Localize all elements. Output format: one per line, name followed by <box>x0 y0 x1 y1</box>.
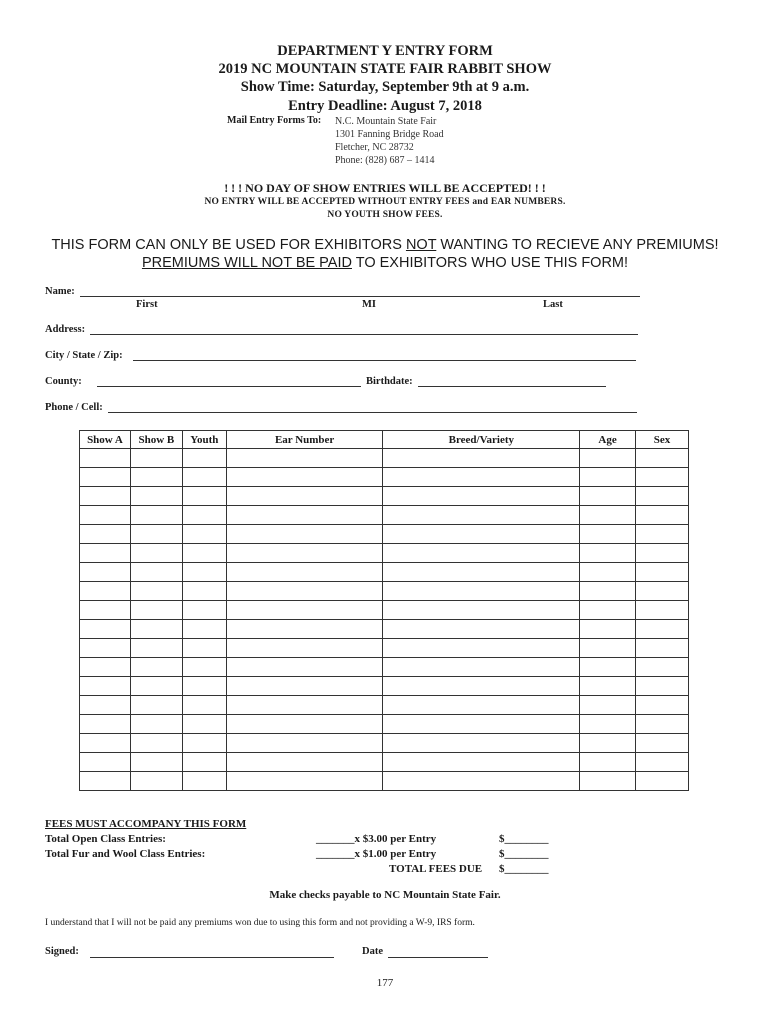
header-age: Age <box>580 431 636 449</box>
fees-heading: FEES MUST ACCOMPANY THIS FORM <box>45 818 247 830</box>
mail-city: Fletcher, NC 28732 <box>335 142 414 153</box>
page-number: 177 <box>376 977 394 989</box>
entry-cell[interactable] <box>182 582 226 601</box>
notice-not: NOT <box>405 237 437 253</box>
entry-cell[interactable] <box>130 544 182 563</box>
entry-cell[interactable] <box>636 715 689 734</box>
table-row <box>80 658 689 677</box>
mail-phone: Phone: (828) 687 – 1414 <box>335 155 435 166</box>
birthdate-label: Birthdate: <box>366 376 413 387</box>
entry-cell[interactable] <box>130 468 182 487</box>
table-row <box>80 639 689 658</box>
entry-cell[interactable] <box>383 563 580 582</box>
entry-cell[interactable] <box>636 544 689 563</box>
entry-cell[interactable] <box>182 677 226 696</box>
entry-cell[interactable] <box>80 487 131 506</box>
entry-cell[interactable] <box>80 468 131 487</box>
entry-cell[interactable] <box>636 734 689 753</box>
total-fees-amount[interactable]: $________ <box>499 863 549 875</box>
phone-field[interactable] <box>108 412 637 413</box>
notice-text-b: WANTING TO RECIEVE ANY PREMIUMS! <box>436 237 719 253</box>
entry-cell[interactable] <box>226 772 383 791</box>
entry-cell[interactable] <box>80 715 131 734</box>
table-row <box>80 753 689 772</box>
entry-cell[interactable] <box>383 525 580 544</box>
entry-cell[interactable] <box>636 620 689 639</box>
entry-cell[interactable] <box>80 525 131 544</box>
entry-cell[interactable] <box>226 658 383 677</box>
entry-cell[interactable] <box>182 487 226 506</box>
entry-cell[interactable] <box>226 753 383 772</box>
date-field[interactable] <box>388 957 488 958</box>
entry-cell[interactable] <box>130 582 182 601</box>
entry-cell[interactable] <box>80 696 131 715</box>
entry-cell[interactable] <box>130 601 182 620</box>
entry-cell[interactable] <box>383 677 580 696</box>
entry-cell[interactable] <box>130 772 182 791</box>
entry-cell[interactable] <box>636 563 689 582</box>
entry-cell[interactable] <box>383 487 580 506</box>
entry-cell[interactable] <box>383 772 580 791</box>
checks-payable: Make checks payable to NC Mountain State Fair. <box>269 889 501 901</box>
notice-premiums: PREMIUMS WILL NOT BE PAID <box>141 255 352 271</box>
entry-cell[interactable] <box>130 639 182 658</box>
entry-cell[interactable] <box>226 677 383 696</box>
entry-cell[interactable] <box>80 639 131 658</box>
entry-cell[interactable] <box>636 677 689 696</box>
entry-cell[interactable] <box>383 449 580 468</box>
entry-cell[interactable] <box>636 506 689 525</box>
entry-cell[interactable] <box>80 620 131 639</box>
entry-cell[interactable] <box>636 639 689 658</box>
entry-cell[interactable] <box>580 734 636 753</box>
entry-cell[interactable] <box>182 639 226 658</box>
entry-cell[interactable] <box>226 620 383 639</box>
entry-cell[interactable] <box>130 525 182 544</box>
entry-cell[interactable] <box>383 639 580 658</box>
entry-cell[interactable] <box>226 715 383 734</box>
city-state-zip-label: City / State / Zip: <box>45 350 123 361</box>
entry-cell[interactable] <box>580 715 636 734</box>
entry-cell[interactable] <box>383 696 580 715</box>
entry-cell[interactable] <box>226 696 383 715</box>
entry-cell[interactable] <box>226 582 383 601</box>
entry-cell[interactable] <box>383 582 580 601</box>
entry-cell[interactable] <box>130 563 182 582</box>
middle-initial-label: MI <box>362 299 376 310</box>
table-row <box>80 487 689 506</box>
open-class-amount[interactable]: $________ <box>499 833 549 845</box>
open-class-label: Total Open Class Entries: <box>45 833 166 845</box>
entry-cell[interactable] <box>383 734 580 753</box>
entry-cell[interactable] <box>636 468 689 487</box>
entry-cell[interactable] <box>80 563 131 582</box>
no-youth-fees: NO YOUTH SHOW FEES. <box>327 210 443 220</box>
first-name-label: First <box>136 299 158 310</box>
entry-cell[interactable] <box>80 772 131 791</box>
entry-cell[interactable] <box>80 544 131 563</box>
entry-cell[interactable] <box>80 506 131 525</box>
entry-cell[interactable] <box>580 563 636 582</box>
entry-cell[interactable] <box>580 506 636 525</box>
table-row <box>80 563 689 582</box>
entry-cell[interactable] <box>182 468 226 487</box>
fees-amounts <box>499 832 549 877</box>
entry-cell[interactable] <box>383 506 580 525</box>
notice-line-1 <box>0 236 770 254</box>
entry-cell[interactable] <box>182 734 226 753</box>
city-state-zip-field[interactable] <box>133 360 636 361</box>
signed-label: Signed: <box>45 946 79 957</box>
entry-cell[interactable] <box>636 696 689 715</box>
entry-cell[interactable] <box>182 506 226 525</box>
entry-cell[interactable] <box>226 734 383 753</box>
entry-cell[interactable] <box>580 753 636 772</box>
entry-cell[interactable] <box>580 487 636 506</box>
notice-line-2 <box>0 254 770 272</box>
entry-cell[interactable] <box>182 696 226 715</box>
county-field[interactable] <box>97 386 361 387</box>
entry-cell[interactable] <box>130 753 182 772</box>
mail-street: 1301 Fanning Bridge Road <box>335 129 444 140</box>
entry-cell[interactable] <box>182 753 226 772</box>
header-ear-number: Ear Number <box>226 431 383 449</box>
mail-name: N.C. Mountain State Fair <box>335 116 437 127</box>
entry-cell[interactable] <box>80 601 131 620</box>
entry-cell[interactable] <box>226 449 383 468</box>
entry-cell[interactable] <box>130 658 182 677</box>
table-row <box>80 715 689 734</box>
notice-text-c: TO EXHIBITORS WHO USE THIS FORM! <box>351 255 629 271</box>
table-row <box>80 582 689 601</box>
entry-cell[interactable] <box>130 734 182 753</box>
entry-cell[interactable] <box>636 449 689 468</box>
entry-cell[interactable] <box>130 449 182 468</box>
entry-cell[interactable] <box>182 544 226 563</box>
entry-cell[interactable] <box>182 449 226 468</box>
header-breed-variety: Breed/Variety <box>383 431 580 449</box>
no-day-of-warning: ! ! ! NO DAY OF SHOW ENTRIES WILL BE ACCEPTED! ! ! <box>224 181 546 195</box>
entry-cell[interactable] <box>580 582 636 601</box>
entry-cell[interactable] <box>580 468 636 487</box>
entry-cell[interactable] <box>130 506 182 525</box>
table-row <box>80 620 689 639</box>
entry-cell[interactable] <box>80 753 131 772</box>
entry-cell[interactable] <box>580 449 636 468</box>
entry-cell[interactable] <box>130 715 182 734</box>
entry-cell[interactable] <box>226 601 383 620</box>
table-row <box>80 696 689 715</box>
entry-cell[interactable] <box>383 544 580 563</box>
entry-cell[interactable] <box>636 658 689 677</box>
entry-cell[interactable] <box>80 449 131 468</box>
fees-warning <box>0 196 770 222</box>
open-class-rate[interactable]: _______x $3.00 per Entry <box>316 833 437 845</box>
entry-cell[interactable] <box>580 696 636 715</box>
fur-wool-amount[interactable]: $________ <box>499 848 549 860</box>
entry-cell[interactable] <box>226 506 383 525</box>
entry-cell[interactable] <box>130 696 182 715</box>
entry-cell[interactable] <box>226 639 383 658</box>
no-entry-warning: NO ENTRY WILL BE ACCEPTED WITHOUT ENTRY FEES and EAR NUMBERS. <box>204 197 566 207</box>
entry-cell[interactable] <box>383 468 580 487</box>
entry-deadline: Entry Deadline: August 7, 2018 <box>288 98 482 114</box>
entry-cell[interactable] <box>130 677 182 696</box>
entry-cell[interactable] <box>636 601 689 620</box>
entry-cell[interactable] <box>182 601 226 620</box>
birthdate-field[interactable] <box>418 386 606 387</box>
entry-cell[interactable] <box>580 677 636 696</box>
entry-cell[interactable] <box>580 544 636 563</box>
table-header-row <box>80 431 689 449</box>
entry-cell[interactable] <box>226 544 383 563</box>
entry-cell[interactable] <box>130 487 182 506</box>
table-row <box>80 772 689 791</box>
table-row <box>80 506 689 525</box>
entry-cell[interactable] <box>636 525 689 544</box>
table-row <box>80 677 689 696</box>
phone-label: Phone / Cell: <box>45 402 103 413</box>
date-label: Date <box>362 946 383 957</box>
entry-cell[interactable] <box>580 525 636 544</box>
table-row <box>80 734 689 753</box>
entry-cell[interactable] <box>580 639 636 658</box>
entry-cell[interactable] <box>383 715 580 734</box>
table-row <box>80 468 689 487</box>
entry-cell[interactable] <box>383 658 580 677</box>
name-label: Name: <box>45 286 75 297</box>
county-label: County: <box>45 376 82 387</box>
entry-cell[interactable] <box>580 658 636 677</box>
entry-cell[interactable] <box>130 620 182 639</box>
entry-cell[interactable] <box>182 658 226 677</box>
entry-cell[interactable] <box>226 468 383 487</box>
entry-cell[interactable] <box>182 715 226 734</box>
header-show-a: Show A <box>80 431 131 449</box>
header-sex: Sex <box>636 431 689 449</box>
entry-cell[interactable] <box>636 753 689 772</box>
form-title: DEPARTMENT Y ENTRY FORM <box>277 43 493 59</box>
entries-table <box>79 430 689 791</box>
mail-label: Mail Entry Forms To: <box>227 115 322 126</box>
fees-rates <box>316 832 482 877</box>
entry-cell[interactable] <box>580 601 636 620</box>
table-row <box>80 544 689 563</box>
fur-wool-rate[interactable]: _______x $1.00 per Entry <box>316 848 437 860</box>
entry-cell[interactable] <box>182 772 226 791</box>
mail-address <box>335 115 444 167</box>
fur-wool-label: Total Fur and Wool Class Entries: <box>45 848 206 860</box>
premium-notice <box>0 236 770 272</box>
entries-body <box>80 449 689 791</box>
entry-cell[interactable] <box>226 563 383 582</box>
entry-cell[interactable] <box>182 620 226 639</box>
signature-field[interactable] <box>90 957 334 958</box>
entry-cell[interactable] <box>383 753 580 772</box>
address-field[interactable] <box>90 334 638 335</box>
entry-cell[interactable] <box>80 734 131 753</box>
entry-cell[interactable] <box>636 487 689 506</box>
entry-cell[interactable] <box>383 601 580 620</box>
entry-cell[interactable] <box>80 677 131 696</box>
entry-cell[interactable] <box>182 563 226 582</box>
entry-cell[interactable] <box>80 582 131 601</box>
premium-statement: I understand that I will not be paid any premiums won due to using this form and not providing a W-9, IRS form. <box>45 918 475 928</box>
table-row <box>80 449 689 468</box>
entry-cell[interactable] <box>182 525 226 544</box>
show-title: 2019 NC MOUNTAIN STATE FAIR RABBIT SHOW <box>218 61 552 77</box>
show-time: Show Time: Saturday, September 9th at 9 a.m. <box>240 79 530 95</box>
entry-cell[interactable] <box>383 620 580 639</box>
entry-cell[interactable] <box>636 772 689 791</box>
entry-cell[interactable] <box>226 525 383 544</box>
entry-cell[interactable] <box>226 487 383 506</box>
table-row <box>80 601 689 620</box>
entry-cell[interactable] <box>580 620 636 639</box>
entry-cell[interactable] <box>636 582 689 601</box>
address-label: Address: <box>45 324 86 335</box>
table-row <box>80 525 689 544</box>
fees-section <box>45 817 246 862</box>
name-field[interactable] <box>80 296 640 297</box>
last-name-label: Last <box>543 299 563 310</box>
total-fees-label: TOTAL FEES DUE <box>389 863 483 875</box>
notice-text-a: THIS FORM CAN ONLY BE USED FOR EXHIBITORS <box>51 237 406 253</box>
header-youth: Youth <box>182 431 226 449</box>
header-show-b: Show B <box>130 431 182 449</box>
entry-cell[interactable] <box>580 772 636 791</box>
entry-cell[interactable] <box>80 658 131 677</box>
